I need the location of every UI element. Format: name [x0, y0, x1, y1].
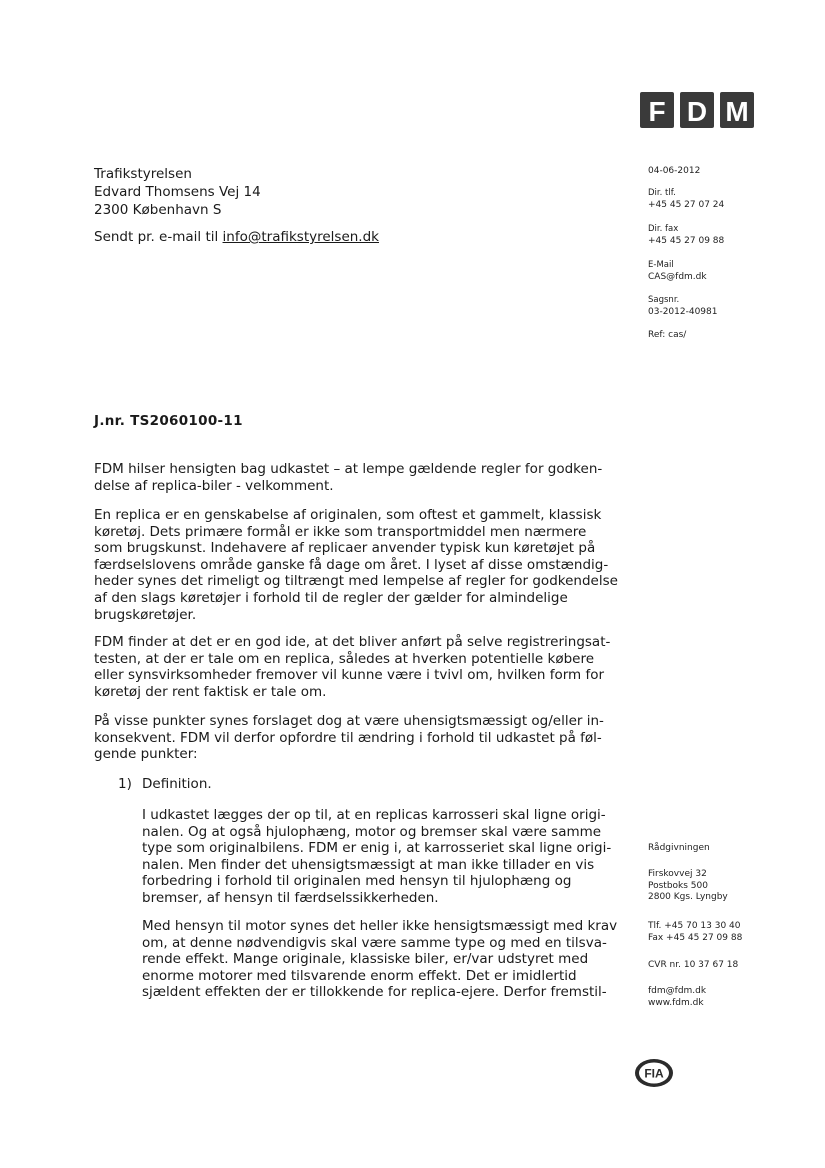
text-line: heder synes det rimeligt og tiltrængt med lempelse af regler for godkendelse — [94, 573, 618, 590]
text-line: Med hensyn til motor synes det heller ikke hensigtsmæssigt med krav — [142, 918, 618, 934]
footer-website: www.fdm.dk — [648, 997, 704, 1008]
text-line: som brugskunst. Indehavere af replicaer anvender typisk kun køretøjet på — [94, 540, 596, 557]
text-line: I udkastet lægges der op til, at en replicas karrosseri skal ligne origi- — [142, 807, 606, 823]
footer-pobox: Postboks 500 — [648, 880, 708, 891]
recipient-street: Edvard Thomsens Vej 14 — [94, 184, 261, 200]
item-title: Definition. — [142, 776, 212, 792]
text-line: En replica er en genskabelse af originalen, som oftest et gammelt, klassisk — [94, 507, 602, 523]
item-paragraph — [142, 807, 622, 907]
footer-department: Rådgivningen — [648, 843, 710, 853]
reference: Ref: cas/ — [648, 330, 687, 340]
direct-fax — [648, 224, 724, 247]
text-line: færdselslovens område ganske få dage om året. I lyset af disse omstændig- — [94, 556, 609, 573]
sent-prefix: Sendt pr. e-mail til — [94, 229, 223, 245]
journal-number: J.nr. TS2060100-11 — [94, 413, 243, 429]
fia-logo-icon — [634, 1058, 674, 1088]
recipient-address — [94, 165, 261, 219]
text-line: delse af replica-biler - velkomment. — [94, 477, 334, 494]
footer-cvr: CVR nr. 10 37 67 18 — [648, 960, 739, 970]
footer-phone: Tlf. +45 70 13 30 40 — [648, 921, 741, 931]
contact-email-label: E-Mail — [648, 260, 674, 270]
text-line: nalen. Og at også hjulophæng, motor og bremser skal være samme — [142, 823, 602, 840]
direct-fax-label: Dir. fax — [648, 224, 679, 234]
text-line: FDM hilser hensigten bag udkastet – at lempe gældende regler for godken- — [94, 461, 603, 477]
paragraph-intro — [94, 461, 624, 494]
logo-letter: D — [680, 92, 714, 128]
recipient-name: Trafikstyrelsen — [94, 166, 192, 182]
direct-fax-value: +45 45 27 09 88 — [648, 235, 725, 246]
fia-logo-text: FIA — [644, 1066, 664, 1081]
text-line: type som originalbilens. FDM er enig i, at karrosseriet skal ligne origi- — [142, 840, 612, 857]
text-line: testen, at der er tale om en replica, således at hverken potentielle købere — [94, 650, 595, 667]
text-line: gende punkter: — [94, 746, 198, 763]
paragraph-definition — [94, 507, 624, 623]
direct-phone — [648, 188, 724, 211]
recipient-city: 2300 København S — [94, 202, 222, 218]
text-line: eller synsvirksomheder fremover vil kunne være i tvivl om, hvilken form for — [94, 667, 605, 684]
text-line: FDM finder at det er en god ide, at det bliver anført på selve registreringsat- — [94, 634, 611, 650]
footer-city: 2800 Kgs. Lyngby — [648, 892, 728, 902]
sent-line — [94, 228, 379, 246]
text-line: rende effekt. Mange originale, klassiske biler, er/var udstyret med — [142, 951, 589, 968]
fdm-logo — [640, 92, 754, 128]
text-line: sjældent effekten der er tillokkende for replica-ejere. Derfor fremstil- — [142, 984, 607, 1001]
footer-email: fdm@fdm.dk — [648, 986, 707, 996]
text-line: forbedring i forhold til originalen med hensyn til hjulophæng og — [142, 873, 572, 890]
text-line: køretøj der rent faktisk er tale om. — [94, 683, 327, 700]
footer-address — [648, 869, 728, 904]
text-line: af den slags køretøjer i forhold til de regler der gælder for almindelige — [94, 589, 568, 606]
item-number: 1) — [118, 776, 132, 792]
contact-email — [648, 260, 707, 283]
letter-date: 04-06-2012 — [648, 166, 701, 176]
text-line: konsekvent. FDM vil derfor opfordre til ændring i forhold til udkastet på føl- — [94, 729, 602, 746]
recipient-email-link[interactable]: info@trafikstyrelsen.dk — [222, 229, 379, 245]
case-number — [648, 295, 717, 318]
text-line: brugskøretøjer. — [94, 606, 197, 623]
direct-phone-label: Dir. tlf. — [648, 188, 676, 198]
logo-letter: F — [640, 92, 674, 128]
text-line: bremser, af hensyn til færdselssikkerheden. — [142, 889, 439, 906]
paragraph-registration — [94, 634, 624, 700]
text-line: køretøj. Dets primære formål er ikke som transportmiddel men nærmere — [94, 523, 587, 540]
text-line: nalen. Men finder det uhensigtsmæssigt at man ikke tillader en vis — [142, 856, 595, 873]
logo-letter: M — [720, 92, 754, 128]
contact-email-value: CAS@fdm.dk — [648, 271, 707, 282]
footer-fax: Fax +45 45 27 09 88 — [648, 932, 743, 943]
fia-logo — [634, 1058, 674, 1088]
case-number-value: 03-2012-40981 — [648, 306, 718, 317]
text-line: om, at denne nødvendigvis skal være samme type og med en tilsva- — [142, 934, 607, 951]
text-line: På visse punkter synes forslaget dog at være uhensigtsmæssigt og/eller in- — [94, 713, 604, 729]
item-paragraph — [142, 918, 622, 1001]
footer-web — [648, 986, 706, 1009]
case-number-label: Sagsnr. — [648, 295, 680, 305]
text-line: enorme motorer med tilsvarende enorm effekt. Det er imidlertid — [142, 967, 577, 984]
paragraph-points — [94, 713, 624, 763]
footer-contact — [648, 921, 742, 944]
footer-street: Firskovvej 32 — [648, 869, 707, 879]
direct-phone-value: +45 45 27 07 24 — [648, 199, 725, 210]
